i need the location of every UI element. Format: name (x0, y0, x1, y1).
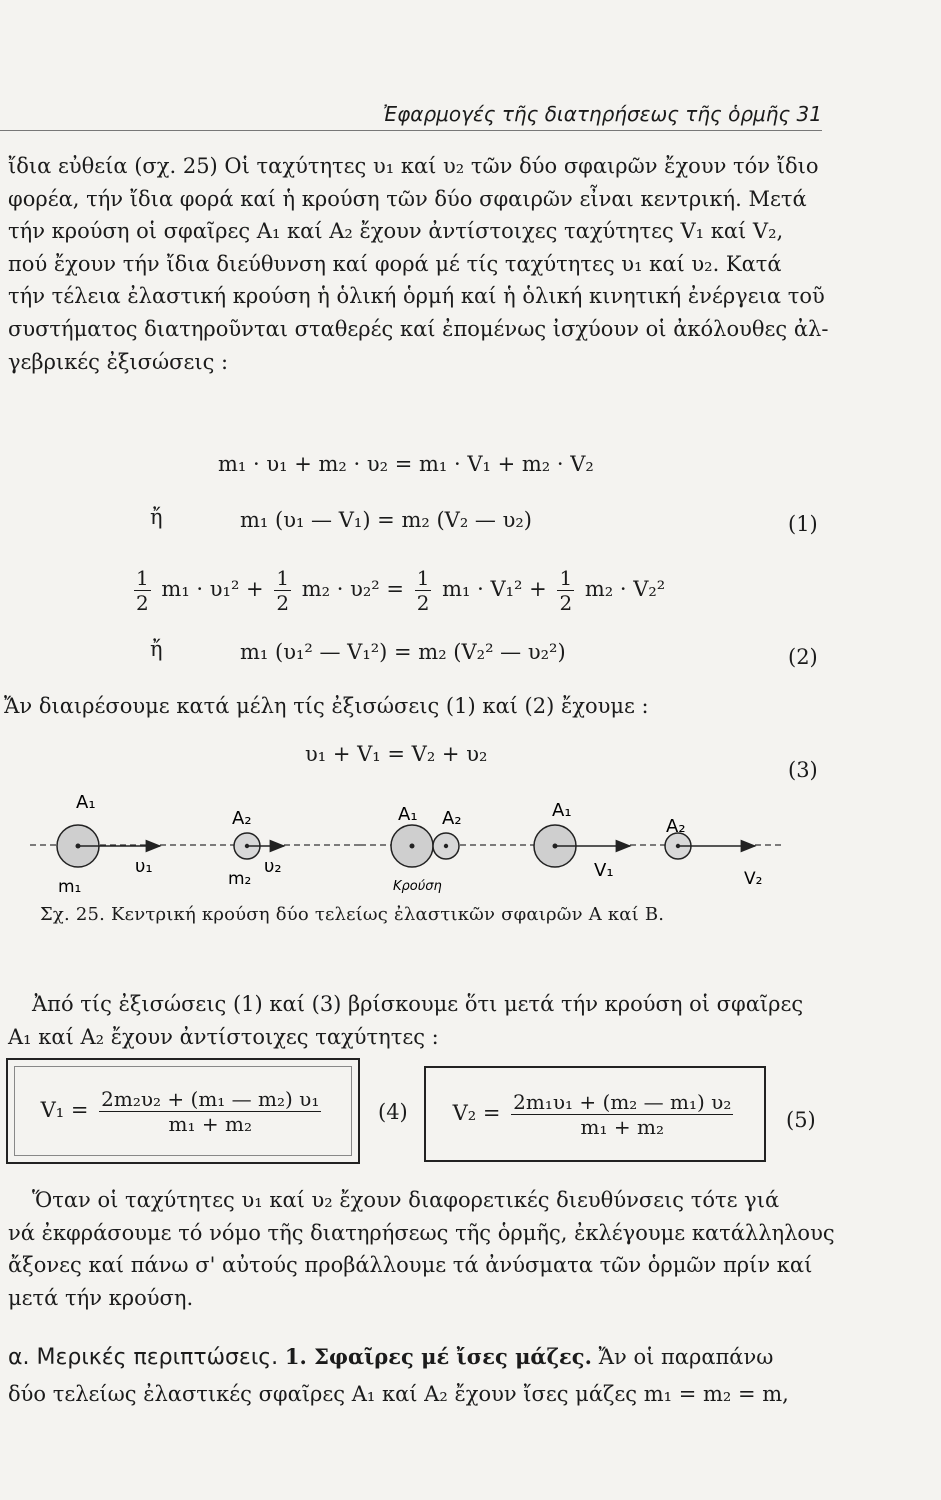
equation-number-4: (4) (378, 1100, 408, 1124)
formula-numerator: 2m₂υ₂ + (m₁ — m₂) υ₁ (101, 1086, 320, 1111)
label-u1: υ₁ (135, 856, 153, 877)
text-line: Ὅταν οἱ ταχύτητες υ₁ καί υ₂ ἔχουν διαφορετικές διευθύνσεις τότε γιά (32, 1188, 780, 1212)
formula-lhs: V₁ = (40, 1097, 89, 1122)
text-line: A₁ καί A₂ ἔχουν ἀντίστοιχες ταχύτητες : (8, 1024, 439, 1049)
fraction-half: $\frac{1}{2}$ (276, 566, 290, 615)
intro-paragraph (8, 150, 829, 378)
text-line: ἴδια εὐθεία (σχ. 25) Οἱ ταχύτητες υ₁ καί υ₂ τῶν δύο σφαιρῶν ἔχουν τόν ἴδιο (8, 154, 819, 178)
or-word: ἤ (150, 637, 163, 661)
section-heading (8, 1344, 773, 1370)
section-subheading: 1. Σφαῖρες μέ ἴσες μάζες. (284, 1344, 592, 1369)
fraction-half: $\frac{1}{2}$ (136, 566, 149, 615)
section-rest: Ἄν οἱ παραπάνω (598, 1345, 774, 1369)
formula-fraction (511, 1090, 733, 1139)
label-a1: A₁ (552, 800, 572, 821)
sphere-center (553, 844, 558, 849)
equation-number-1: (1) (788, 512, 818, 536)
equation-3: υ₁ + V₁ = V₂ + υ₂ (305, 742, 488, 766)
divide-paragraph (4, 690, 819, 723)
text-line: νά ἐκφράσουμε τό νόμο τῆς διατηρήσεως τῆς ὁρμῆς, ἐκλέγουμε κατάλληλους (8, 1220, 835, 1245)
collision-figure (0, 780, 941, 900)
text-line: δύο τελείως ἐλαστικές σφαῖρες A₁ καί A₂ ἔχουν ἴσες μάζες m₁ = m₂ = m, (8, 1382, 789, 1406)
formula-v1 (41, 1087, 326, 1136)
formula-denominator: m₁ + m₂ (168, 1111, 252, 1136)
text-line: τήν τέλεια ἐλαστική κρούση ἡ ὁλική ὁρμή καί ἡ ὁλική κινητική ἐνέργεια τοῦ (8, 284, 825, 309)
label-a2: A₂ (666, 816, 686, 837)
formula-box-v1 (6, 1058, 360, 1164)
text-line: τήν κρούση οἱ σφαῖρες A₁ καί A₂ ἔχουν ἀντίστοιχες ταχύτητες V₁ καί V₂, (8, 219, 784, 244)
label-v1: V₁ (594, 860, 614, 881)
formula-lhs: V₂ = (452, 1100, 501, 1125)
label-m1: m₁ (58, 877, 82, 897)
fraction-half: $\frac{1}{2}$ (416, 566, 430, 615)
equation-number-3: (3) (788, 758, 818, 782)
figure-caption: Σχ. 25. Κεντρική κρούση δύο τελείως ἐλαστικῶν σφαιρῶν Α καί Β. (40, 904, 665, 925)
formula-v2 (453, 1090, 738, 1139)
label-collision: Κρούση (393, 879, 442, 894)
sphere-center (676, 844, 680, 848)
sphere-center (444, 844, 448, 848)
label-a2: A₂ (232, 808, 252, 829)
section-label: α. Μερικές περιπτώσεις. (8, 1345, 279, 1370)
equation-number-2: (2) (788, 645, 818, 669)
fraction-half: $\frac{1}{2}$ (559, 566, 573, 615)
text-line: πού ἔχουν τήν ἴδια διεύθυνση καί φορά μέ τίς ταχύτητες υ₁ καί υ₂. Κατά (8, 251, 782, 276)
formula-denominator: m₁ + m₂ (580, 1114, 664, 1139)
equation-part: m₂ · V₂² (584, 577, 666, 601)
equation-part: m₁ · υ₁² + (161, 577, 264, 601)
running-header (0, 100, 822, 131)
text-line: Ἄν διαιρέσουμε κατά μέλη τίς ἐξισώσεις (1) καί (2) ἔχουμε : (4, 694, 649, 718)
closing-paragraph (8, 1184, 835, 1314)
label-u2: υ₂ (264, 856, 282, 877)
label-a2: A₂ (442, 808, 462, 829)
formula-fraction (99, 1087, 321, 1136)
equation-part: m₁ · V₁² + (442, 577, 547, 601)
text-line: ἄξονες καί πάνω σ' αὐτούς προβάλλουμε τά ἀνύσματα τῶν ὁρμῶν πρίν καί (8, 1253, 813, 1278)
text-line: συστήματος διατηροῦνται σταθερές καί ἐπομένως ἰσχύουν οἱ ἀκόλουθες ἀλ- (8, 316, 829, 341)
text-line: μετά τήν κρούση. (8, 1285, 194, 1310)
label-a1: A₁ (398, 804, 418, 825)
or-word: ἤ (150, 505, 163, 529)
equation-energy (130, 566, 665, 615)
label-m2: m₂ (228, 869, 252, 889)
equation-momentum: m₁ · υ₁ + m₂ · υ₂ = m₁ · V₁ + m₂ · V₂ (218, 452, 594, 476)
equation-part: m₂ · υ₂² = (301, 577, 404, 601)
text-line: Ἀπό τίς ἐξισώσεις (1) καί (3) βρίσκουμε ὅτι μετά τήν κρούση οἱ σφαῖρες (32, 992, 804, 1016)
result-paragraph (8, 988, 823, 1053)
sphere-center (76, 844, 81, 849)
formula-numerator: 2m₁υ₁ + (m₂ — m₁) υ₂ (513, 1089, 732, 1114)
equation-1: m₁ (υ₁ — V₁) = m₂ (V₂ — υ₂) (240, 508, 532, 532)
sphere-center (245, 844, 249, 848)
equation-number-5: (5) (786, 1108, 816, 1132)
equation-2: m₁ (υ₁² — V₁²) = m₂ (V₂² — υ₂²) (240, 640, 566, 664)
sphere-center (410, 844, 415, 849)
label-a1: A₁ (76, 792, 96, 813)
text-line: φορέα, τήν ἴδια φορά καί ἡ κρούση τῶν δύο σφαιρῶν εἶναι κεντρική. Μετά (8, 186, 807, 211)
last-paragraph (8, 1378, 823, 1411)
header-title: Ἐφαρμογές τῆς διατηρήσεως τῆς ὁρμῆς 31 (382, 102, 822, 126)
formula-box-v2 (424, 1066, 766, 1162)
text-line: γεβρικές ἐξισώσεις : (8, 349, 229, 374)
label-v2: V₂ (744, 869, 763, 889)
